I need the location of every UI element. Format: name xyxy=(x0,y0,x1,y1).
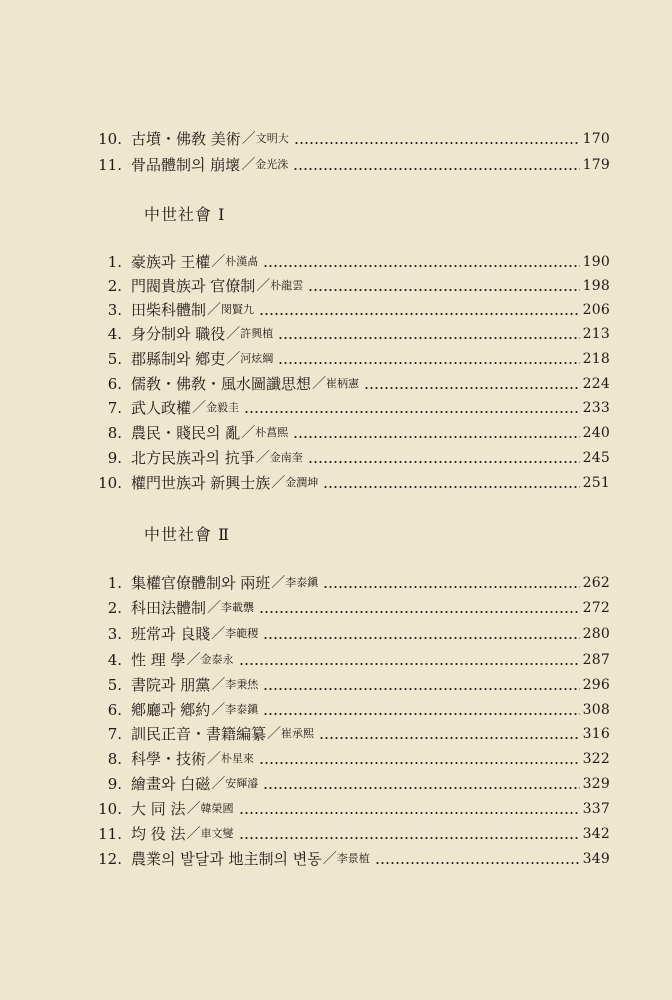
dot-leader xyxy=(263,688,579,690)
author-separator: ／ xyxy=(226,326,241,342)
entry-title: 郡縣制와 鄕吏 xyxy=(131,350,226,368)
section-heading: 中世社會 Ⅱ xyxy=(144,525,230,544)
dot-leader xyxy=(308,461,580,463)
toc-entry xyxy=(88,769,610,793)
entry-page-number: 198 xyxy=(582,278,610,294)
entry-number: 1. xyxy=(107,574,122,592)
entry-page-number: 179 xyxy=(582,157,610,173)
entry-page-number: 224 xyxy=(582,376,610,392)
entry-page-number: 322 xyxy=(582,751,610,767)
toc-entry xyxy=(88,844,610,868)
entry-number: 11. xyxy=(98,156,122,174)
entry-number: 12. xyxy=(98,850,122,868)
author-separator: ／ xyxy=(267,726,282,742)
entry-author: 李範稷 xyxy=(225,627,259,640)
dot-leader xyxy=(244,411,580,413)
entry-number: 5. xyxy=(107,676,122,694)
entry-title: 北方民族과의 抗爭 xyxy=(131,449,255,467)
entry-author: 文明大 xyxy=(255,132,289,145)
toc-entry xyxy=(88,645,610,669)
toc-entry xyxy=(88,393,610,417)
entry-page-number: 337 xyxy=(582,801,610,817)
toc-entry xyxy=(88,695,610,719)
entry-page-number: 280 xyxy=(582,626,610,642)
toc-entry xyxy=(88,468,610,492)
entry-page-number: 190 xyxy=(582,254,610,270)
author-separator: ／ xyxy=(241,131,256,147)
entry-title: 訓民正音・書籍編纂 xyxy=(131,725,267,743)
author-separator: ／ xyxy=(211,677,226,693)
entry-title: 豪族과 王權 xyxy=(131,253,211,271)
entry-page-number: 170 xyxy=(582,131,610,147)
entry-number: 8. xyxy=(107,750,122,768)
entry-title: 農業의 발달과 地主制의 변동 xyxy=(131,850,322,868)
entry-title: 繪畫와 白磁 xyxy=(131,775,211,793)
author-separator: ／ xyxy=(312,376,327,392)
dot-leader xyxy=(263,637,579,639)
entry-title: 田柴科體制 xyxy=(131,301,207,319)
author-separator: ／ xyxy=(322,851,337,867)
dot-leader xyxy=(259,611,580,613)
toc-entry xyxy=(88,619,610,643)
author-separator: ／ xyxy=(211,254,226,270)
entry-page-number: 240 xyxy=(582,425,610,441)
dot-leader xyxy=(263,787,579,789)
toc-entry xyxy=(88,124,610,148)
entry-number: 8. xyxy=(107,424,122,442)
entry-author: 崔柄憲 xyxy=(326,377,360,390)
entry-title: 集權官僚體制와 兩班 xyxy=(131,574,271,592)
toc-entry xyxy=(88,719,610,743)
entry-author: 韓榮國 xyxy=(200,802,234,815)
entry-author: 朴龍雲 xyxy=(270,279,304,292)
entry-page-number: 316 xyxy=(582,726,610,742)
entry-title: 鄕廳과 鄕約 xyxy=(131,701,211,719)
entry-title: 儒敎・佛敎・風水圖讖思想 xyxy=(131,375,312,393)
author-separator: ／ xyxy=(271,475,286,491)
toc-entry xyxy=(88,295,610,319)
entry-title: 權門世族과 新興士族 xyxy=(131,474,271,492)
author-separator: ／ xyxy=(271,575,286,591)
toc-entry xyxy=(88,344,610,368)
entry-author: 許興植 xyxy=(240,327,274,340)
author-separator: ／ xyxy=(207,600,222,616)
entry-number: 11. xyxy=(98,825,122,843)
dot-leader xyxy=(294,142,580,144)
dot-leader xyxy=(239,837,580,839)
dot-leader xyxy=(375,862,580,864)
toc-entry xyxy=(88,593,610,617)
entry-author: 李泰鎭 xyxy=(225,703,259,716)
dot-leader xyxy=(319,737,580,739)
toc-entry xyxy=(88,271,610,295)
author-separator: ／ xyxy=(256,278,271,294)
entry-title: 均 役 法 xyxy=(131,825,186,843)
dot-leader xyxy=(239,663,580,665)
entry-number: 2. xyxy=(107,599,122,617)
entry-page-number: 272 xyxy=(582,600,610,616)
toc-entry xyxy=(88,794,610,818)
entry-page-number: 287 xyxy=(582,652,610,668)
entry-author: 河炫綱 xyxy=(240,352,274,365)
section-heading: 中世社會 Ⅰ xyxy=(144,205,226,224)
entry-page-number: 329 xyxy=(582,776,610,792)
dot-leader xyxy=(259,762,580,764)
entry-page-number: 296 xyxy=(582,677,610,693)
entry-number: 5. xyxy=(107,350,122,368)
entry-number: 3. xyxy=(107,301,122,319)
entry-title: 科田法體制 xyxy=(131,599,207,617)
entry-author: 金光洙 xyxy=(255,158,289,171)
toc-entry xyxy=(88,319,610,343)
author-separator: ／ xyxy=(226,351,241,367)
entry-title: 骨品體制의 崩壞 xyxy=(131,156,241,174)
entry-title: 性 理 學 xyxy=(131,651,186,669)
toc-entry xyxy=(88,150,610,174)
entry-author: 朴漢卨 xyxy=(225,255,259,268)
entry-number: 2. xyxy=(107,277,122,295)
dot-leader xyxy=(278,337,579,339)
dot-leader xyxy=(278,362,579,364)
author-separator: ／ xyxy=(211,702,226,718)
toc-entry xyxy=(88,568,610,592)
entry-title: 書院과 朋黨 xyxy=(131,676,211,694)
entry-title: 門閥貴族과 官僚制 xyxy=(131,277,256,295)
dot-leader xyxy=(263,265,579,267)
dot-leader xyxy=(293,436,579,438)
author-separator: ／ xyxy=(207,751,222,767)
dot-leader xyxy=(364,387,580,389)
dot-leader xyxy=(293,168,579,170)
entry-page-number: 233 xyxy=(582,400,610,416)
author-separator: ／ xyxy=(186,801,201,817)
entry-page-number: 251 xyxy=(582,475,610,491)
entry-number: 7. xyxy=(107,399,122,417)
toc-entry xyxy=(88,670,610,694)
toc-entry xyxy=(88,744,610,768)
entry-page-number: 342 xyxy=(582,826,610,842)
entry-author: 閔賢九 xyxy=(221,303,255,316)
entry-title: 農民・賤民의 亂 xyxy=(131,424,241,442)
entry-title: 大 同 法 xyxy=(131,800,186,818)
entry-page-number: 206 xyxy=(582,302,610,318)
toc-entry xyxy=(88,247,610,271)
entry-number: 4. xyxy=(107,325,122,343)
dot-leader xyxy=(323,586,579,588)
entry-author: 李景植 xyxy=(336,852,370,865)
toc-entry xyxy=(88,369,610,393)
author-separator: ／ xyxy=(192,400,207,416)
entry-author: 李載龒 xyxy=(221,601,255,614)
entry-number: 10. xyxy=(98,800,122,818)
entry-author: 金南奎 xyxy=(269,451,303,464)
entry-page-number: 245 xyxy=(582,450,610,466)
entry-author: 安輝濬 xyxy=(225,777,259,790)
entry-author: 李秉烋 xyxy=(225,678,259,691)
entry-page-number: 213 xyxy=(582,326,610,342)
entry-title: 科學・技術 xyxy=(131,750,207,768)
entry-author: 朴星來 xyxy=(221,752,255,765)
author-separator: ／ xyxy=(241,425,256,441)
entry-author: 金毅圭 xyxy=(206,401,240,414)
entry-page-number: 218 xyxy=(582,351,610,367)
entry-number: 9. xyxy=(107,775,122,793)
author-separator: ／ xyxy=(255,450,270,466)
author-separator: ／ xyxy=(207,302,222,318)
author-separator: ／ xyxy=(186,826,201,842)
entry-number: 3. xyxy=(107,625,122,643)
entry-page-number: 349 xyxy=(582,851,610,867)
entry-author: 金泰永 xyxy=(200,653,234,666)
entry-number: 10. xyxy=(98,474,122,492)
entry-number: 1. xyxy=(107,253,122,271)
dot-leader xyxy=(308,289,579,291)
dot-leader xyxy=(259,313,580,315)
entry-author: 車文燮 xyxy=(200,827,234,840)
author-separator: ／ xyxy=(211,626,226,642)
author-separator: ／ xyxy=(186,652,201,668)
dot-leader xyxy=(239,812,580,814)
author-separator: ／ xyxy=(211,776,226,792)
dot-leader xyxy=(263,713,579,715)
entry-page-number: 308 xyxy=(582,702,610,718)
entry-number: 6. xyxy=(107,701,122,719)
toc-entry xyxy=(88,418,610,442)
entry-author: 金潤坤 xyxy=(285,476,319,489)
entry-title: 身分制와 職役 xyxy=(131,325,226,343)
author-separator: ／ xyxy=(241,157,256,173)
dot-leader xyxy=(323,486,579,488)
entry-author: 崔承熙 xyxy=(281,727,315,740)
entry-title: 武人政權 xyxy=(131,399,192,417)
toc-entry xyxy=(88,443,610,467)
entry-number: 4. xyxy=(107,651,122,669)
toc-entry xyxy=(88,819,610,843)
entry-title: 班常과 良賤 xyxy=(131,625,211,643)
entry-number: 9. xyxy=(107,449,122,467)
entry-page-number: 262 xyxy=(582,575,610,591)
entry-number: 7. xyxy=(107,725,122,743)
entry-author: 李泰鎭 xyxy=(285,576,319,589)
entry-number: 6. xyxy=(107,375,122,393)
entry-author: 朴菖熙 xyxy=(255,426,289,439)
entry-number: 10. xyxy=(98,130,122,148)
entry-title: 古墳・佛敎 美術 xyxy=(131,130,241,148)
